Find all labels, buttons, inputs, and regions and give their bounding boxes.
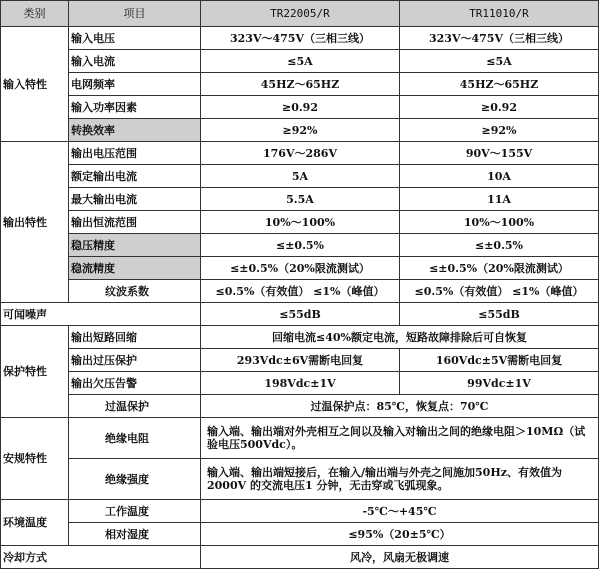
header-model-b: TR11010/R [400, 1, 599, 27]
cell-merged: 输入端、输出端短接后，在输入/输出端与外壳之间施加50Hz、有效值为2000V 的交流电压1 分钟，无击穿或飞弧现象。 [201, 459, 599, 500]
table-row [1, 372, 599, 395]
table-row [1, 27, 599, 50]
cell-model-b: 90V～155V [400, 142, 599, 165]
header-category: 类别 [1, 1, 69, 27]
cell-model-b: ≥0.92 [400, 96, 599, 119]
row-label: 输出短路回缩 [69, 326, 201, 349]
cell-model-a: ≤0.5%（有效值） ≤1%（峰值） [201, 280, 400, 303]
cell-model-a: 5A [201, 165, 400, 188]
cell-model-a: ≥0.92 [201, 96, 400, 119]
cell-model-b: ≤55dB [400, 303, 599, 326]
table-row [1, 546, 599, 569]
cell-model-a: 10%～100% [201, 211, 400, 234]
cell-merged: ≤95%（20±5℃） [201, 523, 599, 546]
row-label: 输出恒流范围 [69, 211, 201, 234]
cell-model-a: 5.5A [201, 188, 400, 211]
cell-merged: 输入端、输出端对外壳相互之间以及输入对输出之间的绝缘电阻＞10MΩ（试验电压500Vdc）。 [201, 418, 599, 459]
row-label: 过温保护 [69, 395, 201, 418]
cell-model-a: ≤±0.5% [201, 234, 400, 257]
table-row [1, 119, 599, 142]
cell-merged: 风冷，风扇无极调速 [201, 546, 599, 569]
table-row [1, 303, 599, 326]
table-row [1, 418, 599, 459]
table-row [1, 257, 599, 280]
table-row [1, 280, 599, 303]
row-label: 输出过压保护 [69, 349, 201, 372]
table-row [1, 395, 599, 418]
cell-model-a: 323V～475V（三相三线） [201, 27, 400, 50]
row-label: 工作温度 [69, 500, 201, 523]
cell-model-a: ≤5A [201, 50, 400, 73]
table-row [1, 234, 599, 257]
table-row [1, 96, 599, 119]
row-label: 输入电流 [69, 50, 201, 73]
row-label: 绝缘电阻 [69, 418, 201, 459]
row-label: 输入电压 [69, 27, 201, 50]
category-safety: 安规特性 [1, 418, 69, 500]
table-row [1, 142, 599, 165]
row-label: 输出欠压告警 [69, 372, 201, 395]
header-row [1, 1, 599, 27]
cell-model-a: 198Vdc±1V [201, 372, 400, 395]
cell-model-b: ≤±0.5%（20%限流测试） [400, 257, 599, 280]
cell-merged: 回缩电流≤40%额定电流，短路故障排除后可自恢复 [201, 326, 599, 349]
table-row [1, 349, 599, 372]
cell-model-a: 293Vdc±6V需断电回复 [201, 349, 400, 372]
table-row [1, 50, 599, 73]
row-label: 输出电压范围 [69, 142, 201, 165]
cell-model-b: ≤0.5%（有效值） ≤1%（峰值） [400, 280, 599, 303]
row-label: 输入功率因素 [69, 96, 201, 119]
category-protection: 保护特性 [1, 326, 69, 418]
category-noise: 可闻噪声 [1, 303, 201, 326]
cell-model-b: 45HZ～65HZ [400, 73, 599, 96]
row-label: 额定输出电流 [69, 165, 201, 188]
cell-model-b: 10%～100% [400, 211, 599, 234]
cell-model-b: ≥92% [400, 119, 599, 142]
cell-model-a: ≤±0.5%（20%限流测试） [201, 257, 400, 280]
row-label: 相对湿度 [69, 523, 201, 546]
row-label: 稳压精度 [69, 234, 201, 257]
cell-model-a: 45HZ～65HZ [201, 73, 400, 96]
cell-model-b: 99Vdc±1V [400, 372, 599, 395]
table-row [1, 165, 599, 188]
cell-merged: -5℃～+45℃ [201, 500, 599, 523]
cell-model-b: 160Vdc±5V需断电回复 [400, 349, 599, 372]
row-label: 绝缘强度 [69, 459, 201, 500]
row-label: 转换效率 [69, 119, 201, 142]
cell-model-a: 176V～286V [201, 142, 400, 165]
table-row [1, 500, 599, 523]
cell-model-b: ≤5A [400, 50, 599, 73]
row-label: 电网频率 [69, 73, 201, 96]
table-row [1, 326, 599, 349]
table-row [1, 211, 599, 234]
row-label: 纹波系数 [69, 280, 201, 303]
row-label: 稳流精度 [69, 257, 201, 280]
header-model-a: TR22005/R [201, 1, 400, 27]
category-environment: 环境温度 [1, 500, 69, 546]
cell-model-b: 323V～475V（三相三线） [400, 27, 599, 50]
category-input: 输入特性 [1, 27, 69, 142]
row-label: 最大输出电流 [69, 188, 201, 211]
table-row [1, 73, 599, 96]
category-cooling: 冷却方式 [1, 546, 201, 569]
table-row [1, 188, 599, 211]
cell-model-b: 11A [400, 188, 599, 211]
cell-model-a: ≥92% [201, 119, 400, 142]
cell-merged: 过温保护点：85℃，恢复点：70℃ [201, 395, 599, 418]
cell-model-b: 10A [400, 165, 599, 188]
table-row [1, 523, 599, 546]
cell-model-b: ≤±0.5% [400, 234, 599, 257]
category-output: 输出特性 [1, 142, 69, 303]
header-item: 项目 [69, 1, 201, 27]
table-row [1, 459, 599, 500]
cell-model-a: ≤55dB [201, 303, 400, 326]
